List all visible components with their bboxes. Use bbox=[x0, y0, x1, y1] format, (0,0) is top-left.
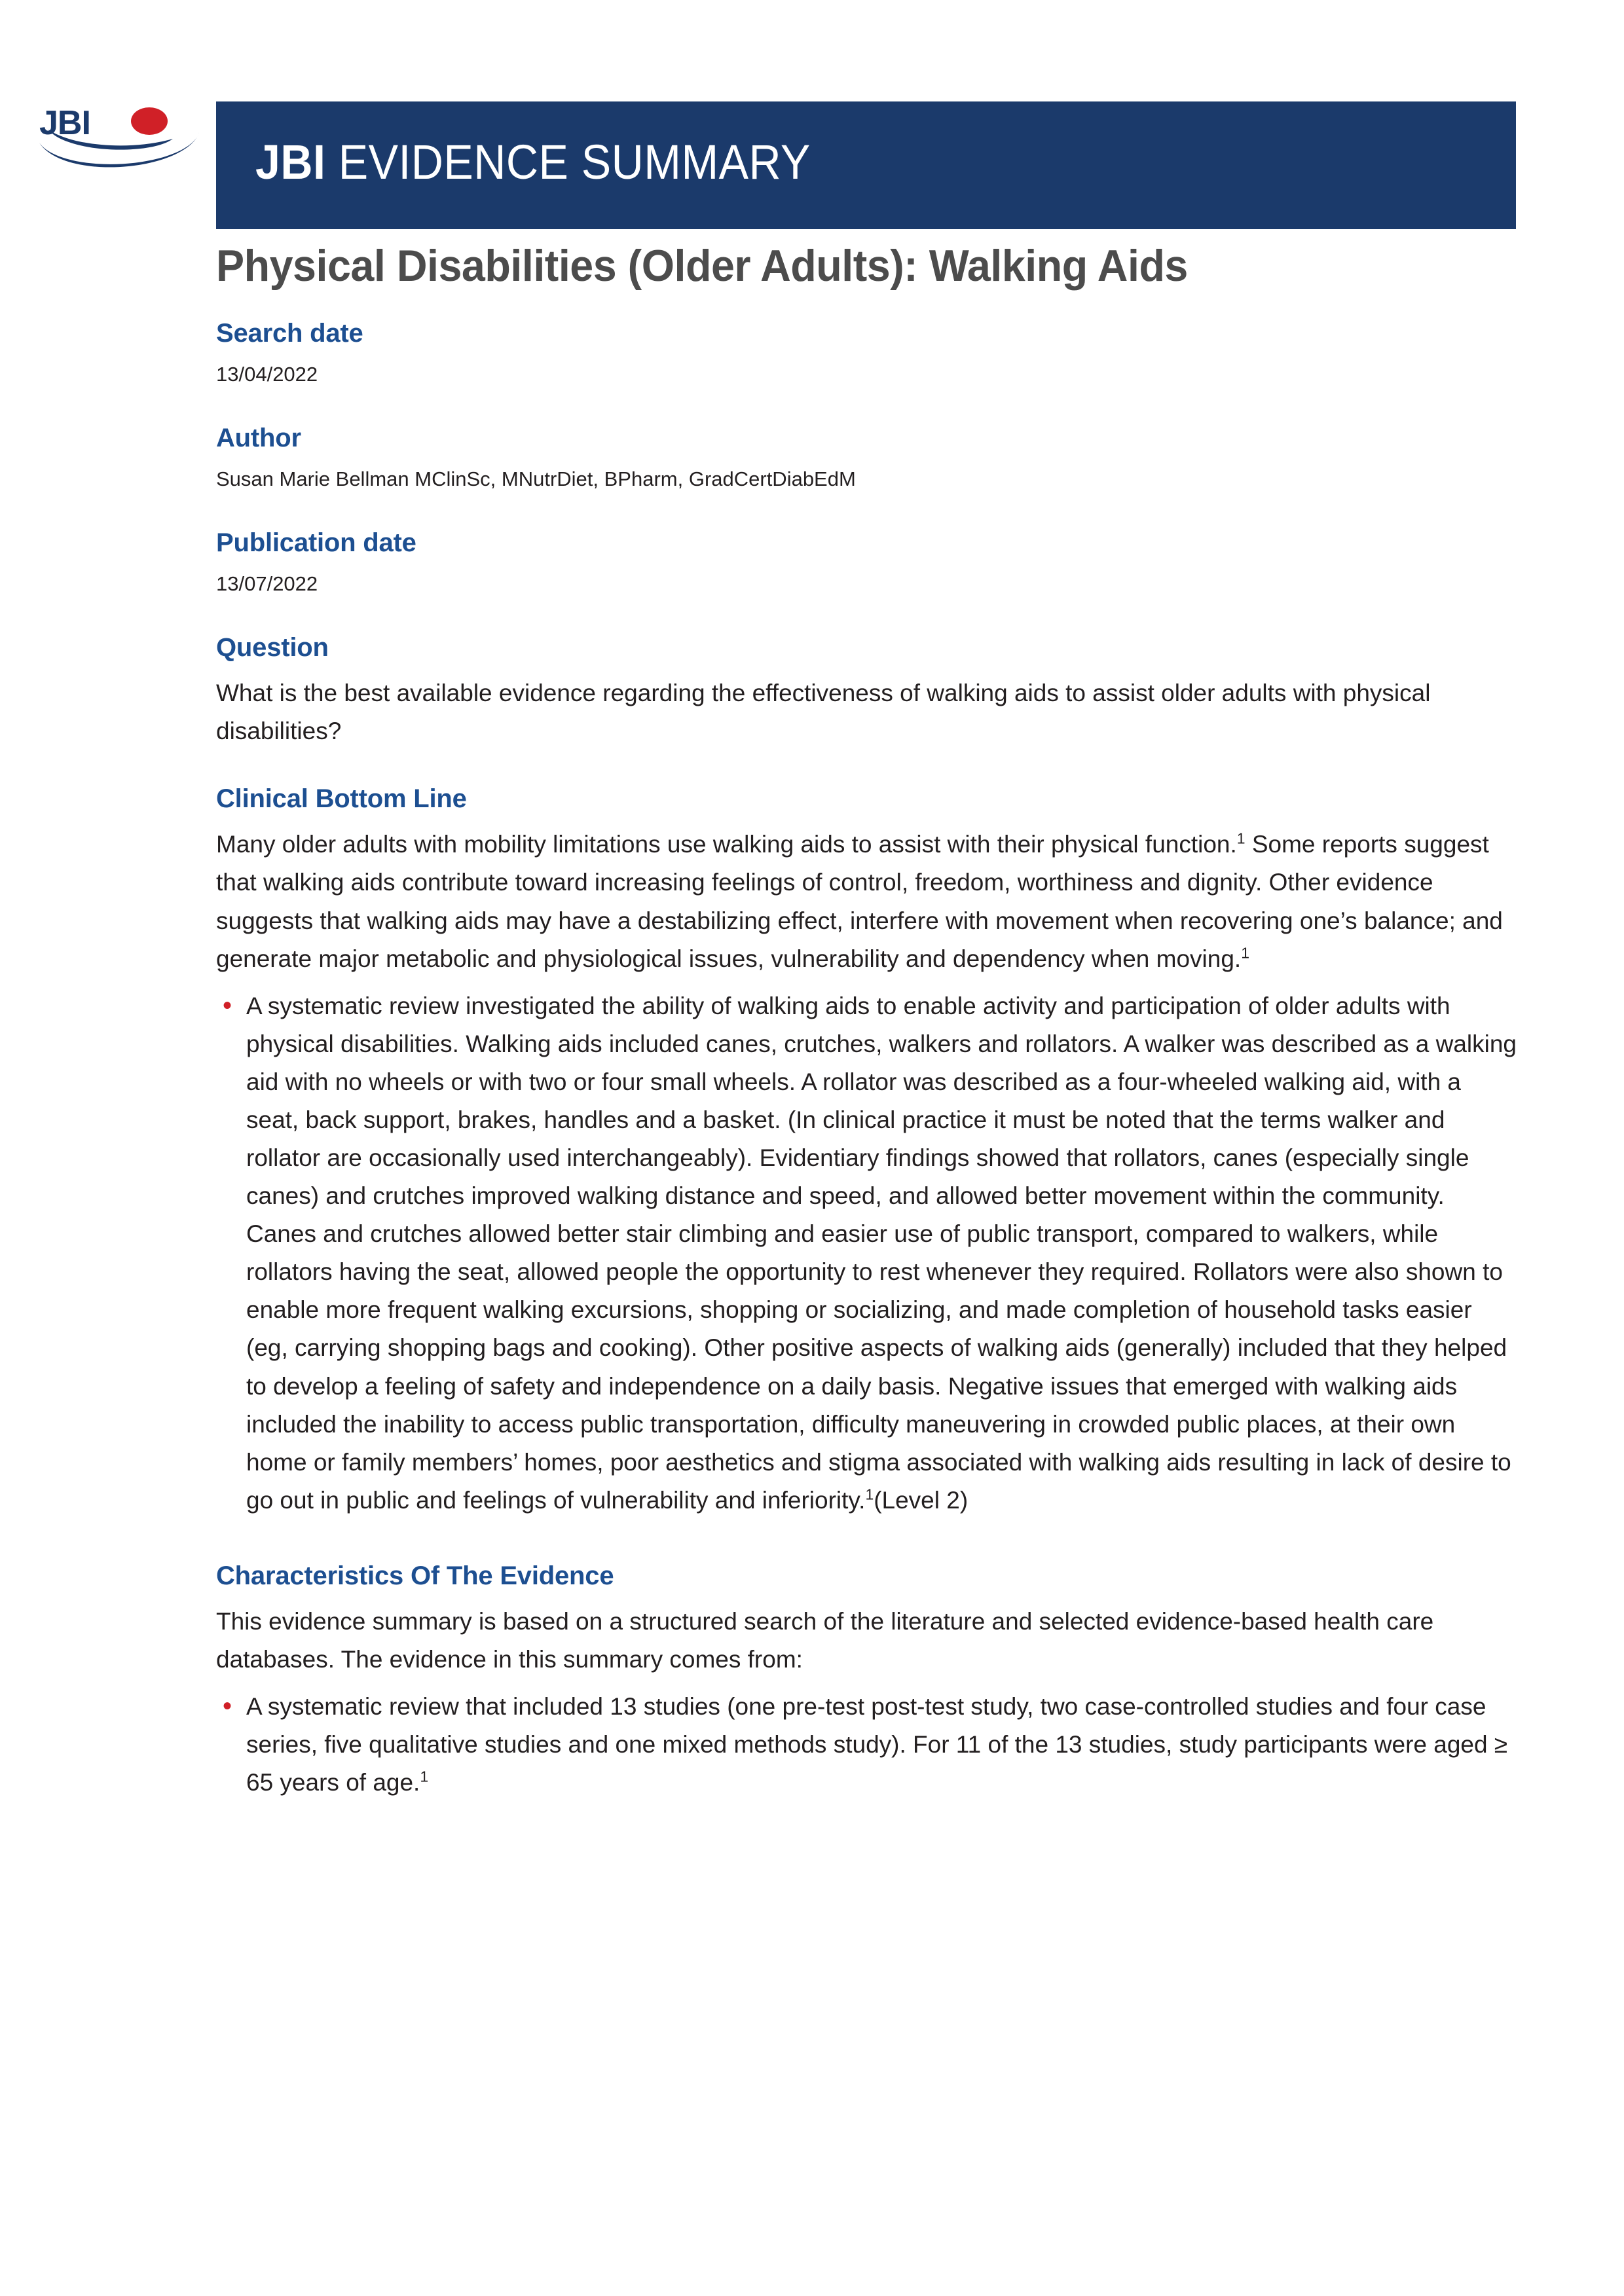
spacer bbox=[216, 599, 1519, 633]
cbl-para-ref2: 1 bbox=[1241, 944, 1249, 962]
cbl-para-ref1: 1 bbox=[1236, 830, 1246, 848]
cbl-para-part2: Some reports suggest that walking aids contribute toward increasing feelings of control, freedom, worthiness and dignity. Other evidence suggests that walking aids may have a destabilizing effect, interfere with movement when recovering one’s balance; and generate major metabolic and physiological issues, vulnerability and dependency when moving. bbox=[216, 831, 1503, 972]
cbl-para-part1: Many older adults with mobility limitations use walking aids to assist with their physical function. bbox=[216, 831, 1237, 858]
document-header bbox=[0, 0, 1624, 189]
coe-bullet1-part1: A systematic review that included 13 studies (one pre-test post-test study, two case-controlled studies and four case series, five qualitative studies and one mixed methods study). For 11 of the 13 studies, study participants were aged ≥ 65 years of age. bbox=[246, 1692, 1508, 1796]
jbi-logo-text: JBI bbox=[39, 104, 90, 142]
evidence-summary-band bbox=[216, 101, 1516, 229]
characteristics-paragraph: This evidence summary is based on a structured search of the literature and selected evidence-based health care databases. The evidence in this summary comes from: bbox=[216, 1607, 1434, 1673]
heading-author: Author bbox=[216, 424, 301, 453]
document-body bbox=[216, 242, 1519, 1810]
page-title: Physical Disabilities (Older Adults): Walking Aids bbox=[216, 241, 1188, 291]
clinical-bottom-line-bullets bbox=[216, 987, 1519, 1520]
list-item bbox=[216, 1688, 1519, 1802]
cbl-bullet1-ref: 1 bbox=[865, 1485, 874, 1503]
value-publication-date: 13/07/2022 bbox=[216, 572, 318, 596]
coe-bullet1-ref: 1 bbox=[420, 1768, 429, 1785]
spacer bbox=[216, 390, 1519, 424]
heading-clinical-bottom-line: Clinical Bottom Line bbox=[216, 784, 467, 814]
cbl-bullet1-part2: (Level 2) bbox=[874, 1486, 969, 1514]
cbl-bullet1-part1: A systematic review investigated the ability of walking aids to enable activity and participation of older adults with physical disabilities. Walking aids included canes, crutches, walkers and rollators. A walker was described as a walking aid with no wheels or with two or four small wheels. A rollator was described as a four-wheeled walking aid, with a seat, back support, brakes, handles and a basket. (In clinical practice it must be noted that the terms walker and rollator are occasionally used interchangeably). Evidentiary findings showed that rollators, canes (especially single canes) and crutches improved walking distance and speed, and allowed better movement within the community. Canes and crutches allowed better stair climbing and easier use of public transport, compared to walkers, while rollators having the seat, allowed people the opportunity to rest whenever they required. Rollators were also shown to enable more frequent walking excursions, shopping or socializing, and made completion of household tasks easier (eg, carrying shopping bags and cooking). Other positive aspects of walking aids (generally) included that they helped to develop a feeling of safety and independence on a daily basis. Negative issues that emerged with walking aids included the inability to access public transportation, difficulty maneuvering in crowded public places, at their own home or family members’ homes, poor aesthetics and stigma associated with walking aids resulting in lack of desire to go out in public and feelings of vulnerability and inferiority. bbox=[246, 992, 1517, 1514]
list-item bbox=[216, 987, 1519, 1520]
band-title-rest: EVIDENCE SUMMARY bbox=[325, 135, 811, 189]
spacer bbox=[216, 750, 1519, 784]
band-title bbox=[255, 134, 811, 190]
band-title-brand: JBI bbox=[255, 135, 326, 189]
value-question: What is the best available evidence regarding the effectiveness of walking aids to assist older adults with physical disabilities? bbox=[216, 680, 1431, 745]
value-author: Susan Marie Bellman MClinSc, MNutrDiet, BPharm, GradCertDiabEdM bbox=[216, 467, 856, 491]
characteristics-bullets bbox=[216, 1688, 1519, 1802]
heading-characteristics-of-the-evidence: Characteristics Of The Evidence bbox=[216, 1561, 614, 1590]
clinical-bottom-line-paragraph bbox=[216, 826, 1519, 977]
jbi-logo bbox=[34, 98, 204, 177]
heading-publication-date: Publication date bbox=[216, 528, 416, 558]
jbi-logo-swoosh-icon bbox=[34, 120, 201, 168]
heading-search-date: Search date bbox=[216, 319, 363, 348]
heading-question: Question bbox=[216, 633, 329, 663]
spacer bbox=[216, 1527, 1519, 1561]
spacer bbox=[216, 494, 1519, 528]
value-search-date: 13/04/2022 bbox=[216, 363, 318, 386]
